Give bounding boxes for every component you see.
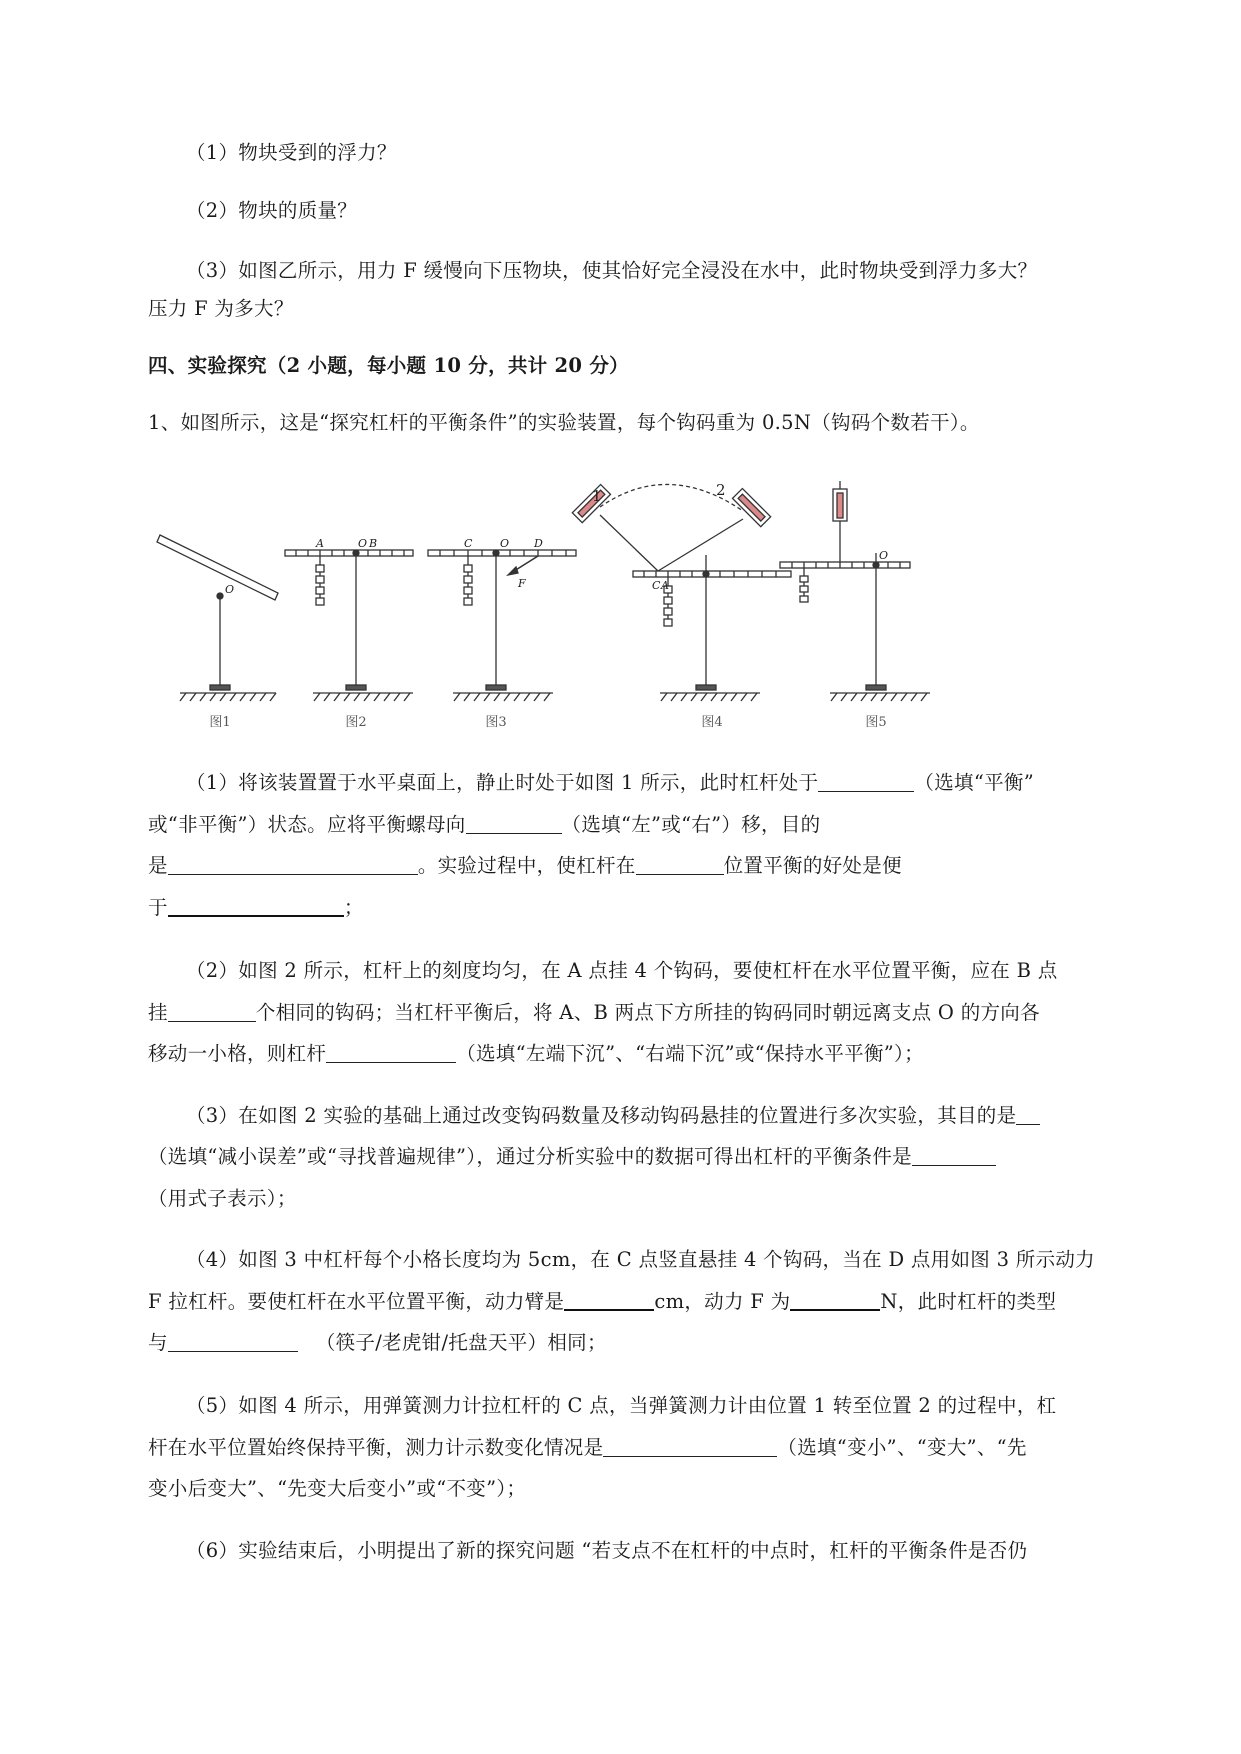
- answer-blank-1b[interactable]: [466, 813, 562, 834]
- sub3-line3: （用式子表示）；: [148, 1187, 297, 1210]
- sub1-line2: 或“非平衡”）状态。应将平衡螺母向 （选填“左”或“右”）移，目的: [148, 813, 821, 836]
- label-O-fig2: O: [358, 537, 368, 550]
- label-C-fig4: C: [652, 579, 661, 592]
- label-A-fig4: A: [661, 579, 669, 592]
- sub2-line2: 挂 个相同的钩码；当杠杆平衡后，将 A、B 两点下方所挂的钩码同时朝远离支点 O 的方向各: [148, 1001, 1040, 1024]
- section-title: 四、实验探究（2 小题，每小题 10 分，共计 20 分）: [148, 354, 629, 377]
- sub1-line3: 是 。实验过程中，使杠杆在 位置平衡的好处是便: [148, 854, 902, 877]
- caption-fig4: 图4: [701, 715, 723, 730]
- label-O-fig1: O: [225, 583, 235, 596]
- label-O-fig5: O: [879, 549, 889, 562]
- answer-blank-4a[interactable]: [564, 1289, 654, 1311]
- caption-fig5: 图5: [865, 715, 887, 730]
- sub1-line4: 于 ；: [148, 896, 364, 919]
- lever-experiment-figure: [168, 481, 1068, 735]
- prev-question-1: （1）物块受到的浮力？: [186, 141, 397, 164]
- figure3-lever-with-force: [428, 550, 576, 701]
- caption-fig1: 图1: [209, 715, 231, 730]
- prev-question-3-line1: （3）如图乙所示，用力 F 缓慢向下压物块，使其恰好完全浸没在水中，此时物块受到浮力多大？: [186, 259, 1038, 282]
- sub4-line2: F 拉杠杆。要使杠杆在水平位置平衡，动力臂是 cm，动力 F 为 N，此时杠杆的类型: [148, 1290, 1057, 1313]
- figure4-spring-scale-rotation: [572, 484, 791, 701]
- answer-blank-2a[interactable]: [168, 1001, 256, 1022]
- figure5-vertical-spring-scale: [780, 481, 930, 701]
- sub3-line2: （选填“减小误差”或“寻找普遍规律”），通过分析实验中的数据可得出杠杆的平衡条件是: [148, 1144, 996, 1170]
- sub3-line1: （3）在如图 2 实验的基础上通过改变钩码数量及移动钩码悬挂的位置进行多次实验，其目的是: [186, 1103, 1040, 1129]
- label-O-fig3: O: [500, 537, 510, 550]
- problem1-intro: 1、如图所示，这是“探究杠杆的平衡条件”的实验装置，每个钩码重为 0.5N（钩码个数若干）。: [148, 411, 980, 434]
- answer-blank-3b[interactable]: [912, 1145, 996, 1166]
- label-D-fig3: D: [534, 537, 543, 550]
- sub2-line3: 移动一小格，则杠杆 （选填“左端下沉”、“右端下沉”或“保持水平平衡”）；: [148, 1042, 924, 1065]
- answer-blank-5a[interactable]: [603, 1436, 777, 1457]
- label-B-fig2: B: [369, 537, 378, 550]
- sub5-line2: 杆在水平位置始终保持平衡，测力计示数变化情况是 （选填“变小”、“变大”、“先: [148, 1436, 1027, 1459]
- sub4-line3: 与 （筷子/老虎钳/托盘天平）相同；: [148, 1331, 607, 1354]
- sub6-line1: （6）实验结束后，小明提出了新的探究问题 “若支点不在杠杆的中点时，杠杆的平衡条件是否仍: [186, 1539, 1028, 1562]
- answer-blank-4c[interactable]: [168, 1331, 298, 1352]
- label-C-fig3: C: [464, 537, 473, 550]
- prev-question-2: （2）物块的质量？: [186, 199, 358, 222]
- sub5-line3: 变小后变大”、“先变大后变小”或“不变”）；: [148, 1477, 527, 1500]
- answer-blank-1a[interactable]: [818, 771, 914, 792]
- sub4-line1: （4）如图 3 中杠杆每个小格长度均为 5cm，在 C 点竖直悬挂 4 个钩码，当在 D 点用如图 3 所示动力: [186, 1248, 1095, 1271]
- sub1-line1: （1）将该装置置于水平桌面上，静止时处于如图 1 所示，此时杠杆处于 （选填“平衡”: [186, 771, 1034, 794]
- figure2-balanced-lever: [285, 550, 413, 701]
- caption-fig3: 图3: [485, 715, 507, 730]
- sub2-line1: （2）如图 2 所示，杠杆上的刻度均匀，在 A 点挂 4 个钩码，要使杠杆在水平位置平衡，应在 B 点: [186, 959, 1058, 982]
- prev-question-3-line2: 压力 F 为多大？: [148, 297, 294, 320]
- answer-blank-1d[interactable]: [636, 854, 724, 875]
- label-A-fig2: A: [316, 537, 324, 550]
- caption-fig2: 图2: [345, 715, 367, 730]
- figure1-tilted-lever: [157, 535, 278, 701]
- sub5-line1: （5）如图 4 所示，用弹簧测力计拉杠杆的 C 点，当弹簧测力计由位置 1 转至位置 2 的过程中，杠: [186, 1394, 1057, 1417]
- answer-blank-1e[interactable]: [168, 895, 344, 917]
- label-F-fig3: F: [518, 577, 526, 590]
- answer-blank-1c[interactable]: [168, 854, 418, 875]
- position-2-label: 2: [716, 481, 726, 499]
- answer-blank-2b[interactable]: [326, 1042, 456, 1063]
- answer-blank-3a[interactable]: [1016, 1104, 1040, 1125]
- position-1-label: 1: [592, 487, 602, 505]
- answer-blank-4b[interactable]: [790, 1289, 880, 1311]
